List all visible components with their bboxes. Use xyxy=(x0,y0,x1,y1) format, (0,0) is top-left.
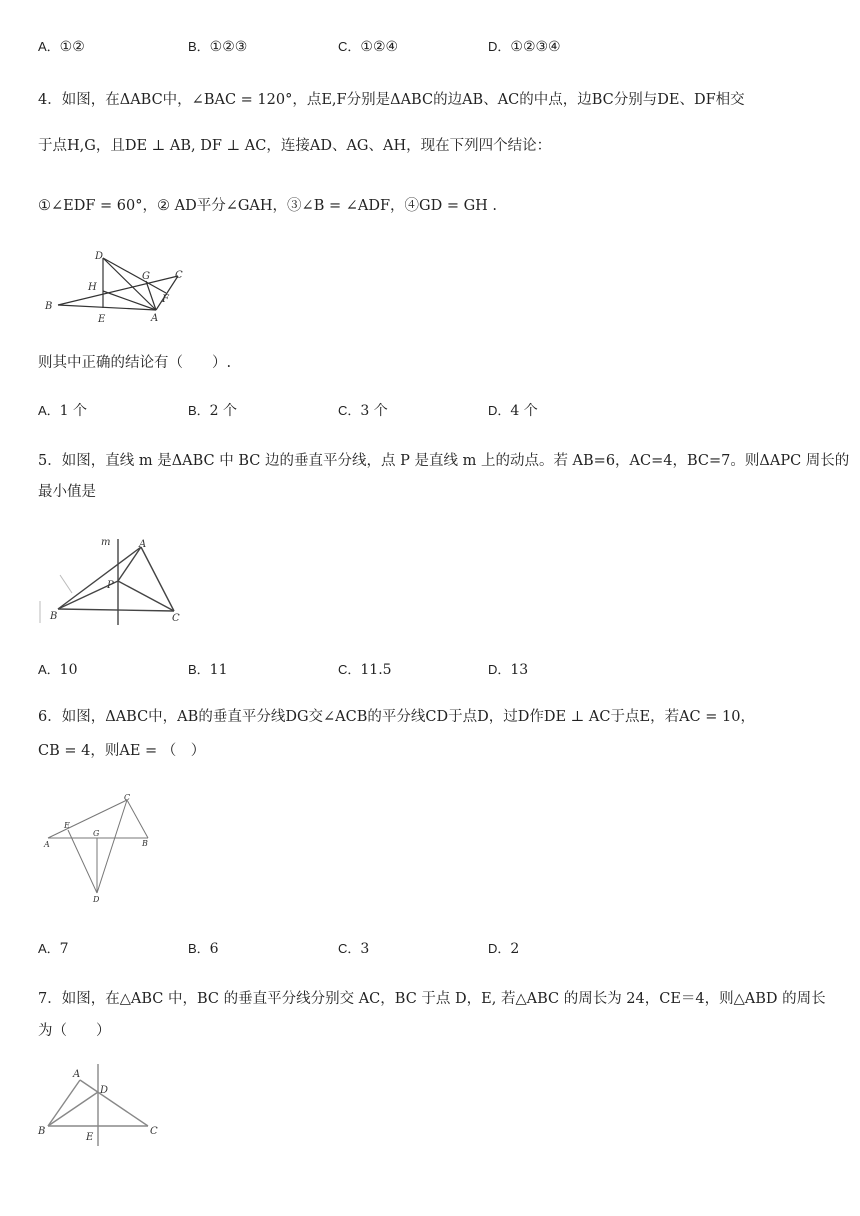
q4-stem-line1: 4．如图，在ΔABC中，∠BAC = 120°，点E,F分别是ΔABC的边AB、AC的中点，边BC分别与DE、DF相交 xyxy=(38,92,745,108)
label-b: B xyxy=(142,839,148,848)
q3-options xyxy=(38,36,798,58)
label-d: D xyxy=(95,251,104,262)
q5-stem-line1: 5．如图，直线 m 是ΔABC 中 BC 边的垂直平分线，点 P 是直线 m 上的动点。若 AB=6，AC=4，BC=7。则ΔAPC 周长的 xyxy=(38,453,850,469)
q7-stem-line1: 7．如图，在△ABC 中，BC 的垂直平分线分别交 AC，BC 于点 D，E, 若△ABC 的周长为 24，CE＝4，则△ABD 的周长 xyxy=(38,991,826,1007)
q6-option-d[interactable]: D．2 xyxy=(488,941,520,957)
q5-stem-line2: 最小值是 xyxy=(38,484,96,500)
q5-option-d[interactable]: D．13 xyxy=(488,662,529,678)
label-a: A xyxy=(44,840,50,849)
label-e: E xyxy=(64,821,70,830)
q6-figure xyxy=(38,790,168,914)
label-e: E xyxy=(86,1132,94,1143)
q5-options xyxy=(38,659,798,681)
q6-option-c[interactable]: C．3 xyxy=(338,941,370,957)
q6-stem-line1: 6．如图，ΔABC中，AB的垂直平分线DG交∠ACB的平分线CD于点D，过D作DE ⊥ AC于点E，若AC = 10， xyxy=(38,709,755,725)
q4-conclusions: ①∠EDF = 60°，② AD平分∠GAH，③∠B = ∠ADF，④GD = GH . xyxy=(38,198,498,214)
label-b: B xyxy=(50,611,58,622)
q4-triangle-diagram xyxy=(38,248,198,328)
label-c: C xyxy=(175,270,183,281)
q5-option-c[interactable]: C．11.5 xyxy=(338,662,392,678)
label-d: D xyxy=(93,895,100,904)
label-f: F xyxy=(162,294,169,305)
label-p: P xyxy=(107,580,114,591)
q4-option-b[interactable]: B．2 个 xyxy=(188,403,238,419)
q6-option-b[interactable]: B．6 xyxy=(188,941,219,957)
label-b: B xyxy=(45,301,53,312)
q4-figure xyxy=(38,248,198,332)
label-e: E xyxy=(98,314,106,325)
q4-question: 则其中正确的结论有（ ）. xyxy=(38,355,232,371)
q7-figure xyxy=(36,1060,166,1154)
q4-option-d[interactable]: D．4 个 xyxy=(488,403,538,419)
q3-option-d[interactable]: D．①②③④ xyxy=(488,39,561,55)
q4-options xyxy=(38,400,798,422)
q4-option-c[interactable]: C．3 个 xyxy=(338,403,388,419)
q4-stem-line2: 于点H,G，且DE ⊥ AB, DF ⊥ AC，连接AD、AG、AH，现在下列四个结论： xyxy=(38,138,552,154)
label-m: m xyxy=(101,537,111,548)
label-c: C xyxy=(124,793,131,802)
q7-stem-line2: 为（ ） xyxy=(38,1023,111,1039)
q6-options xyxy=(38,938,798,960)
q4-option-a[interactable]: A．1 个 xyxy=(38,403,88,419)
label-d: D xyxy=(100,1085,109,1096)
label-a: A xyxy=(73,1069,81,1080)
q5-option-a[interactable]: A．10 xyxy=(38,662,78,678)
q5-option-b[interactable]: B．11 xyxy=(188,662,228,678)
label-a: A xyxy=(151,313,159,324)
q5-triangle-diagram xyxy=(38,535,198,630)
label-c: C xyxy=(150,1126,158,1137)
label-a: A xyxy=(139,539,147,550)
label-g: G xyxy=(93,829,100,838)
q3-option-a[interactable]: A．①② xyxy=(38,39,85,55)
q6-stem-line2: CB = 4，则AE = （ ） xyxy=(38,743,206,759)
label-h: H xyxy=(88,282,97,293)
q7-triangle-diagram xyxy=(36,1060,166,1150)
q6-triangle-diagram xyxy=(38,790,168,910)
q3-option-c[interactable]: C．①②④ xyxy=(338,39,399,55)
q5-figure xyxy=(38,535,198,634)
q3-option-b[interactable]: B．①②③ xyxy=(188,39,248,55)
label-c: C xyxy=(172,613,180,624)
label-g: G xyxy=(142,271,150,282)
label-b: B xyxy=(38,1126,46,1137)
q6-option-a[interactable]: A．7 xyxy=(38,941,69,957)
